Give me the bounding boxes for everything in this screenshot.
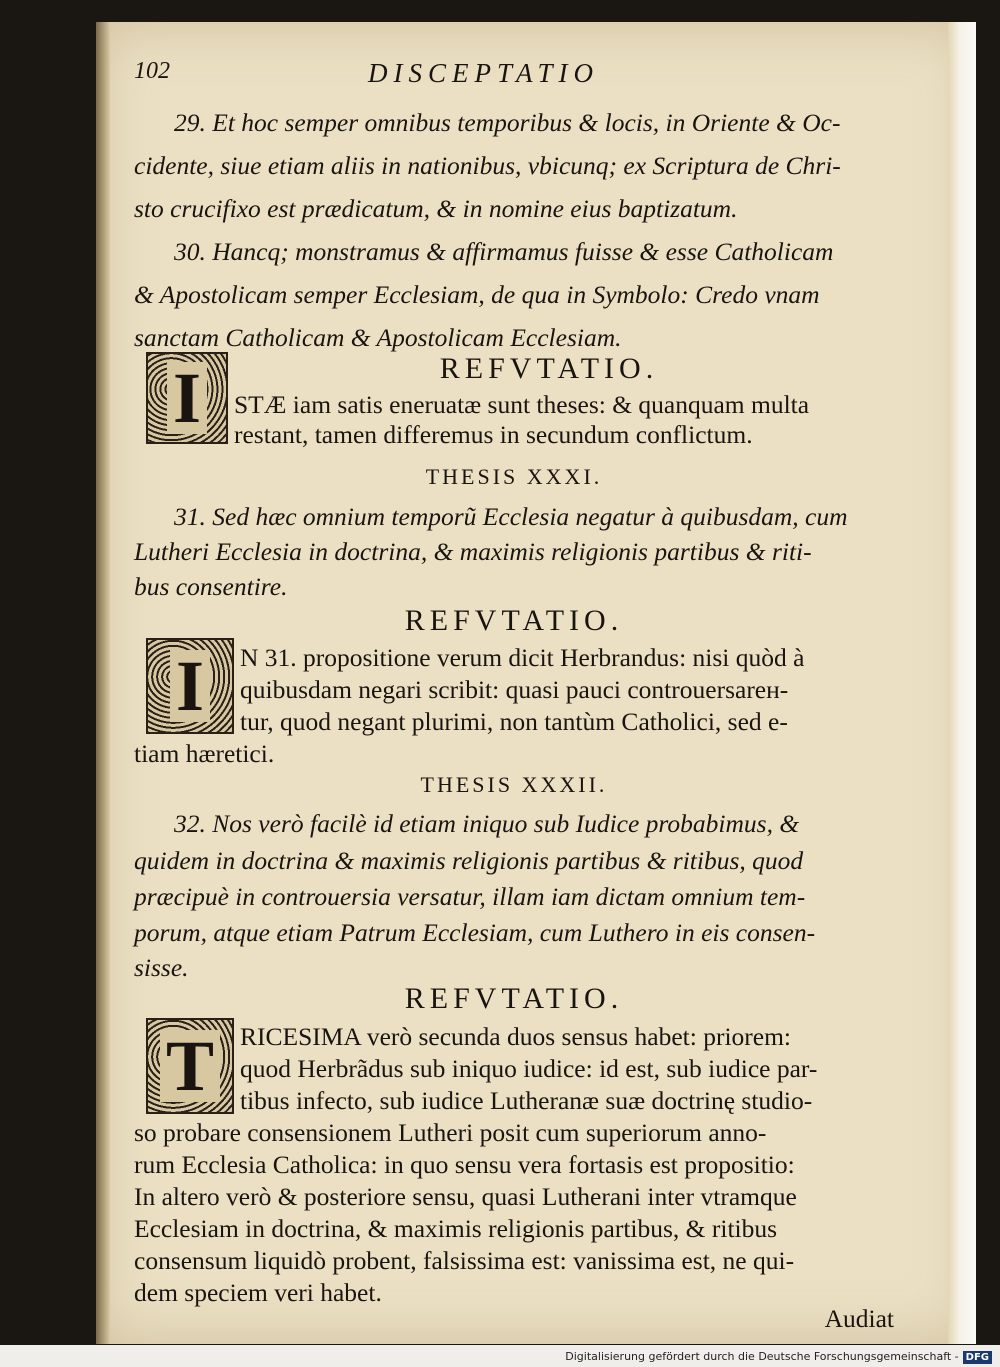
text-line: quibusdam negari scribit: quasi pauci controuersarен- [240, 675, 789, 704]
text-line: 32. Nos verò facilè id etiam iniquo sub Iudice probabimus, & [174, 809, 800, 838]
text-line: restant, tamen differemus in secundum conflictum. [234, 420, 753, 449]
dfg-logo: DFG [963, 1351, 992, 1364]
text-line: 30. Hancq; monstramus & affirmamus fuisse & esse Catholicam [174, 237, 834, 266]
text-line: rum Ecclesia Catholica: in quo sensu vera fortasis est propositio: [134, 1150, 795, 1179]
text-line: sto crucifixo est prædicatum, & in nomine eius baptizatum. [134, 194, 738, 223]
section-heading: REFVTATIO. [439, 352, 659, 385]
decorated-initial: I [146, 638, 234, 734]
text-line: tibus infecto, sub iudice Lutheranæ suæ doctrinę studio- [240, 1086, 813, 1115]
text-line: porum, atque etiam Patrum Ecclesiam, cum Luthero in eis consen- [134, 918, 816, 947]
page-edge [948, 22, 976, 1344]
text-line: so probare consensionem Lutheri posit cum superiorum anno- [134, 1118, 767, 1147]
text-line: tiam hæretici. [134, 739, 275, 768]
decorated-initial: T [146, 1018, 234, 1114]
text-line: bus consentire. [134, 572, 288, 601]
text-line: sisse. [134, 953, 189, 982]
section-heading: REFVTATIO. [404, 982, 624, 1015]
text-line: quidem in doctrina & maximis religionis partibus & ritibus, quod [134, 846, 804, 875]
text-line: cidente, siue etiam aliis in nationibus, vbicunq; ex Scriptura de Chri- [134, 151, 841, 180]
section-heading: REFVTATIO. [404, 604, 624, 637]
text-line: sanctam Catholicam & Apostolicam Ecclesiam. [134, 323, 622, 352]
decorated-initial: I [146, 352, 228, 444]
text-line: STÆ iam satis eneruatæ sunt theses: & quanquam multa [234, 390, 810, 419]
text-line: Lutheri Ecclesia in doctrina, & maximis religionis partibus & riti- [134, 537, 812, 566]
text-line: N 31. propositione verum dicit Herbrandus: nisi quòd à [240, 643, 805, 672]
thesis-heading: THESIS XXXII. [420, 772, 608, 797]
text-line: Ecclesiam in doctrina, & maximis religionis partibus, & ritibus [134, 1214, 778, 1243]
text-line: RICESIMA verò secunda duos sensus habet: priorem: [240, 1022, 792, 1051]
page-header [134, 58, 894, 98]
text-line: 31. Sed hæc omnium temporũ Ecclesia negatur à quibusdam, cum [174, 502, 848, 531]
text-line: & Apostolicam semper Ecclesiam, de qua in Symbolo: Credo vnam [134, 280, 820, 309]
thesis-heading: THESIS XXXI. [425, 464, 603, 489]
text-line: 29. Et hoc semper omnibus temporibus & locis, in Oriente & Oc- [174, 108, 841, 137]
catchword: Audiat [824, 1304, 894, 1333]
text-line: tur, quod negant plurimi, non tantùm Catholici, sed e- [240, 707, 788, 736]
page-gutter [96, 22, 110, 1344]
footer-credit [565, 1350, 992, 1364]
text-line: quod Herbrãdus sub iniquo iudice: id est, sub iudice par- [240, 1054, 818, 1083]
text-line: consensum liquidò probent, falsissima est: vanissima est, ne qui- [134, 1246, 795, 1275]
footer-text: Digitalisierung gefördert durch die Deutsche Forschungsgemeinschaft - [565, 1350, 959, 1363]
footer-bar [0, 1345, 1000, 1367]
running-title: DISCEPTATIO [368, 58, 599, 88]
text-line: præcipuè in controuersia versatur, illam iam dictam omnium tem- [134, 882, 806, 911]
text-line: In altero verò & posteriore sensu, quasi Lutherani inter vtramque [134, 1182, 797, 1211]
page-number: 102 [134, 58, 170, 84]
text-line: dem speciem veri habet. [134, 1278, 382, 1307]
book-page [96, 22, 976, 1344]
